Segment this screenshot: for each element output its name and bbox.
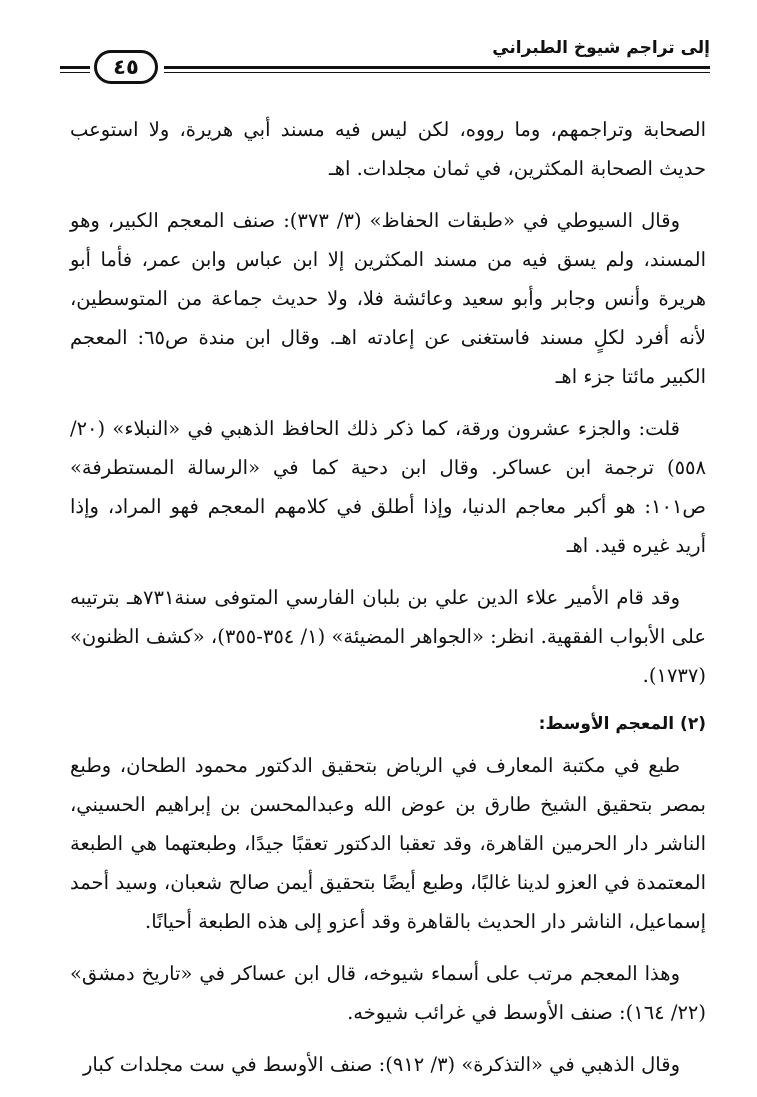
page-number: ٤٥	[94, 50, 158, 84]
section-heading: (٢) المعجم الأوسط:	[538, 714, 706, 734]
paragraph: وهذا المعجم مرتب على أسماء شيوخه، قال ابن عساكر في «تاريخ دمشق» (٢٢/ ١٦٤): صنف الأوسط في غرائب شيوخه.	[70, 962, 706, 1024]
running-title: إلى تراجم شيوخ الطبراني	[492, 38, 710, 58]
paragraph: وقال الذهبي في «التذكرة» (٣/ ٩١٢): صنف الأوسط في ست مجلدات كبار	[82, 1053, 680, 1076]
paragraph: طبع في مكتبة المعارف في الرياض بتحقيق الدكتور محمود الطحان، وطبع بمصر بتحقيق الشيخ طارق بن عوض الله وعبدالمحسن بن إبراهيم الحسيني، الناشر دار الحرمين القاهرة، وقد تعقبا الدكتور تعقبًا جيدًا، وطبعتهما هي الطبعة المعتمدة في العزو لدينا غالبًا، وطبع أيضًا بتحقيق أيمن صالح شعبان، وسيد أحمد إسماعيل، الناشر دار الحديث بالقاهرة وقد أعزو إلى هذه الطبعة أحيانًا.	[70, 754, 706, 933]
header-rule-thick	[164, 66, 710, 69]
paragraph: وقد قام الأمير علاء الدين علي بن بلبان الفارسي المتوفى سنة٧٣١هـ بترتيبه على الأبواب الفقهية. انظر: «الجواهر المضيئة» (١/ ٣٥٤-٣٥٥)، «كشف الظنون» (١٧٣٧).	[70, 586, 706, 687]
paragraph: قلت: والجزء عشرون ورقة، كما ذكر ذلك الحافظ الذهبي في «النبلاء» (٢٠/ ٥٥٨) ترجمة ابن عساكر. وقال ابن دحية كما في «الرسالة المستطرفة» ص١٠١: هو أكبر معاجم الدنيا، وإذا أطلق في كلامهم المعجم فهو المراد، وإذا أريد غيره قيد. اهـ	[70, 417, 706, 557]
header-left-rule-thick	[60, 66, 90, 69]
paragraph: الصحابة وتراجمهم، وما رووه، لكن ليس فيه مسند أبي هريرة، ولا استوعب حديث الصحابة المكثرين، في ثمان مجلدات. اهـ	[70, 118, 706, 180]
page-body	[70, 110, 706, 1097]
header-left-rule-thin	[60, 72, 90, 73]
running-header	[60, 38, 710, 88]
header-rule-thin	[164, 72, 710, 73]
paragraph: وقال السيوطي في «طبقات الحفاظ» (٣/ ٣٧٣): صنف المعجم الكبير، وهو المسند، ولم يسق فيه من مسند المكثرين إلا ابن عباس وابن عمر، فأما أبو هريرة وأنس وجابر وأبو سعيد وعائشة فلا، ولا حديث جماعة من المتوسطين، لأنه أفرد لكلٍ مسند فاستغنى عن إعادته اهـ. وقال ابن مندة ص٦٥: المعجم الكبير مائتا جزء اهـ	[70, 209, 707, 388]
